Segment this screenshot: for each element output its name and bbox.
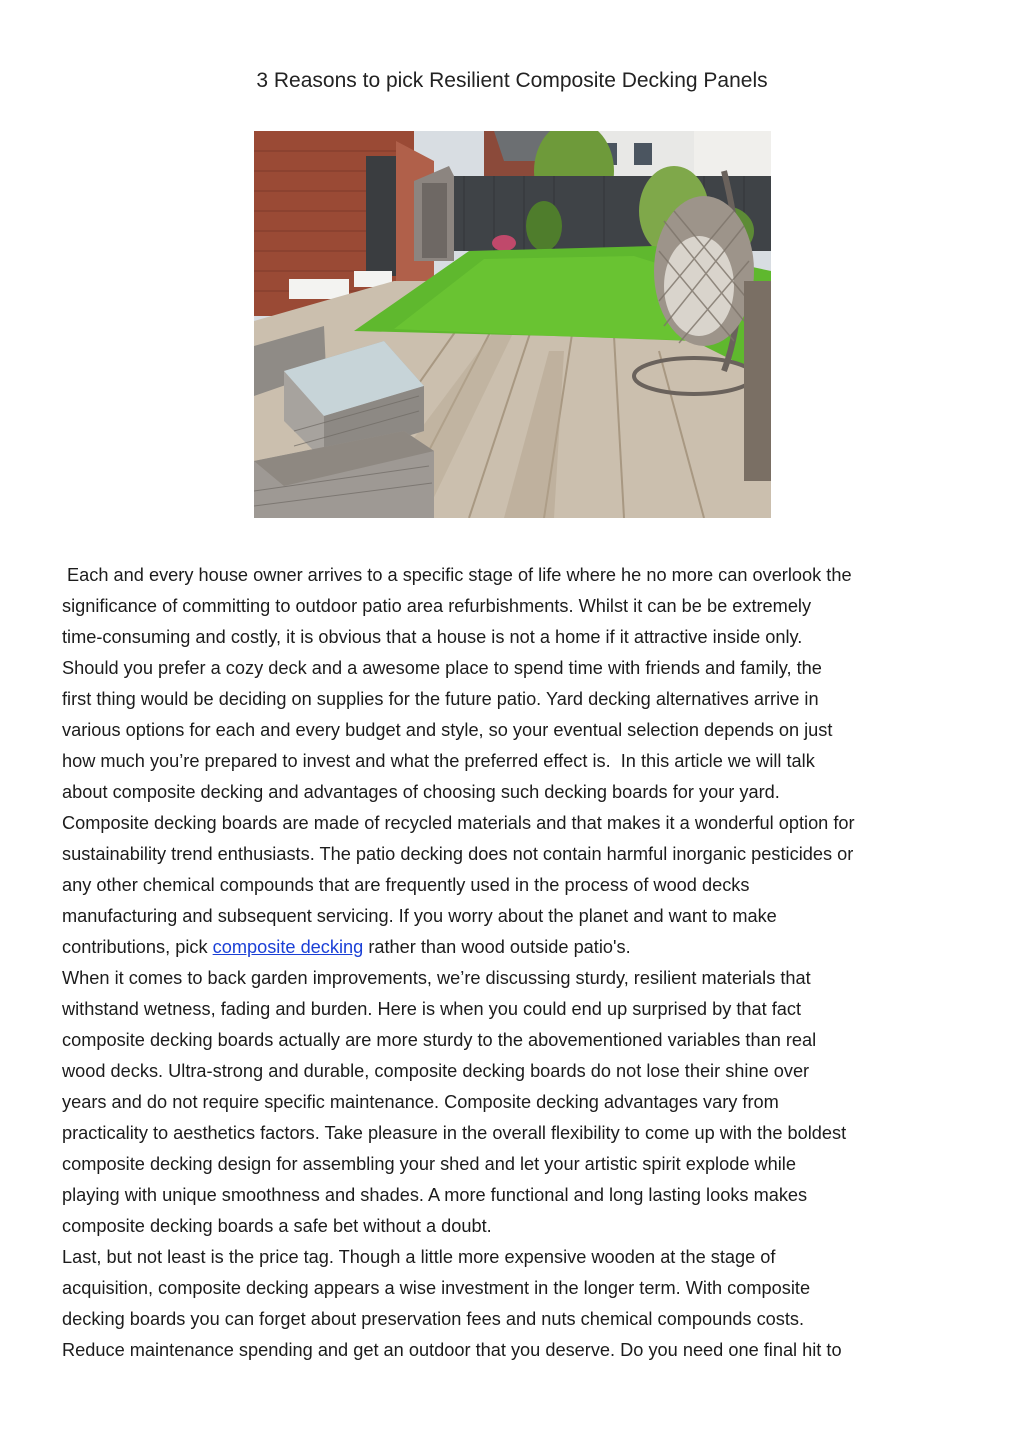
article-line xyxy=(62,1087,972,1118)
garden-decking-photo xyxy=(254,131,771,518)
article-line xyxy=(62,715,972,746)
article-line xyxy=(62,808,972,839)
article-line xyxy=(62,1273,972,1304)
composite-decking-link[interactable]: composite decking xyxy=(212,937,364,957)
article-line xyxy=(62,746,972,777)
article-line xyxy=(62,1149,972,1180)
article-line xyxy=(62,994,972,1025)
article-line xyxy=(62,932,972,963)
article-text: composite decking boards a safe bet without a doubt. xyxy=(62,1216,492,1236)
article-line xyxy=(62,1304,972,1335)
article-text: various options for each and every budget and style, so your eventual selection depends on just xyxy=(62,720,833,740)
article-text: years and do not require specific maintenance. Composite decking advantages vary from xyxy=(62,1092,779,1112)
article-line xyxy=(62,1180,972,1211)
article-text: composite decking boards actually are more sturdy to the abovementioned variables than real xyxy=(62,1030,817,1050)
article-text: time-consuming and costly, it is obvious that a house is not a home if it attractive inside only. xyxy=(62,627,803,647)
article-text: Last, but not least is the price tag. Though a little more expensive wooden at the stage of xyxy=(62,1247,776,1267)
article-body xyxy=(62,560,972,1366)
article-line xyxy=(62,684,972,715)
article-line xyxy=(62,560,972,591)
article-line xyxy=(62,901,972,932)
article-text: how much you’re prepared to invest and what the preferred effect is. In this article we will talk xyxy=(62,751,815,771)
article-text: acquisition, composite decking appears a wise investment in the longer term. With composite xyxy=(62,1278,811,1298)
page-title: 3 Reasons to pick Resilient Composite Decking Panels xyxy=(256,69,768,92)
article-text: practicality to aesthetics factors. Take pleasure in the overall flexibility to come up with the boldest xyxy=(62,1123,847,1143)
article-text: sustainability trend enthusiasts. The patio decking does not contain harmful inorganic pesticides or xyxy=(62,844,854,864)
article-line xyxy=(62,1025,972,1056)
article-text: about composite decking and advantages of choosing such decking boards for your yard. xyxy=(62,782,780,802)
article-line xyxy=(62,1056,972,1087)
article-text: Each and every house owner arrives to a specific stage of life where he no more can overlook the xyxy=(62,565,852,585)
article-text: decking boards you can forget about preservation fees and nuts chemical compounds costs. xyxy=(62,1309,805,1329)
article-text: wood decks. Ultra-strong and durable, composite decking boards do not lose their shine over xyxy=(62,1061,810,1081)
article-line xyxy=(62,1335,972,1366)
article-line xyxy=(62,1211,972,1242)
article-line xyxy=(62,870,972,901)
article-text: Composite decking boards are made of recycled materials and that makes it a wonderful option for xyxy=(62,813,855,833)
article-text: any other chemical compounds that are frequently used in the process of wood decks xyxy=(62,875,750,895)
article-line xyxy=(62,777,972,808)
article-text: Should you prefer a cozy deck and a awesome place to spend time with friends and family, the xyxy=(62,658,822,678)
article-text: playing with unique smoothness and shades. A more functional and long lasting looks makes xyxy=(62,1185,808,1205)
article-text: withstand wetness, fading and burden. Here is when you could end up surprised by that fact xyxy=(62,999,802,1019)
article-text: rather than wood outside patio's. xyxy=(363,937,631,957)
article-line xyxy=(62,1118,972,1149)
article-text: significance of committing to outdoor patio area refurbishments. Whilst it can be be extremely xyxy=(62,596,812,616)
article-text: composite decking design for assembling your shed and let your artistic spirit explode while xyxy=(62,1154,796,1174)
article-text: contributions, pick xyxy=(62,937,213,957)
article-text: manufacturing and subsequent servicing. If you worry about the planet and want to make xyxy=(62,906,777,926)
article-line xyxy=(62,963,972,994)
article-line xyxy=(62,591,972,622)
article-text: Reduce maintenance spending and get an outdoor that you deserve. Do you need one final hit to xyxy=(62,1340,842,1360)
article-line xyxy=(62,839,972,870)
article-line xyxy=(62,653,972,684)
article-text: When it comes to back garden improvements, we’re discussing sturdy, resilient materials that xyxy=(62,968,811,988)
article-line xyxy=(62,622,972,653)
article-line xyxy=(62,1242,972,1273)
article-text: first thing would be deciding on supplies for the future patio. Yard decking alternatives arrive in xyxy=(62,689,819,709)
